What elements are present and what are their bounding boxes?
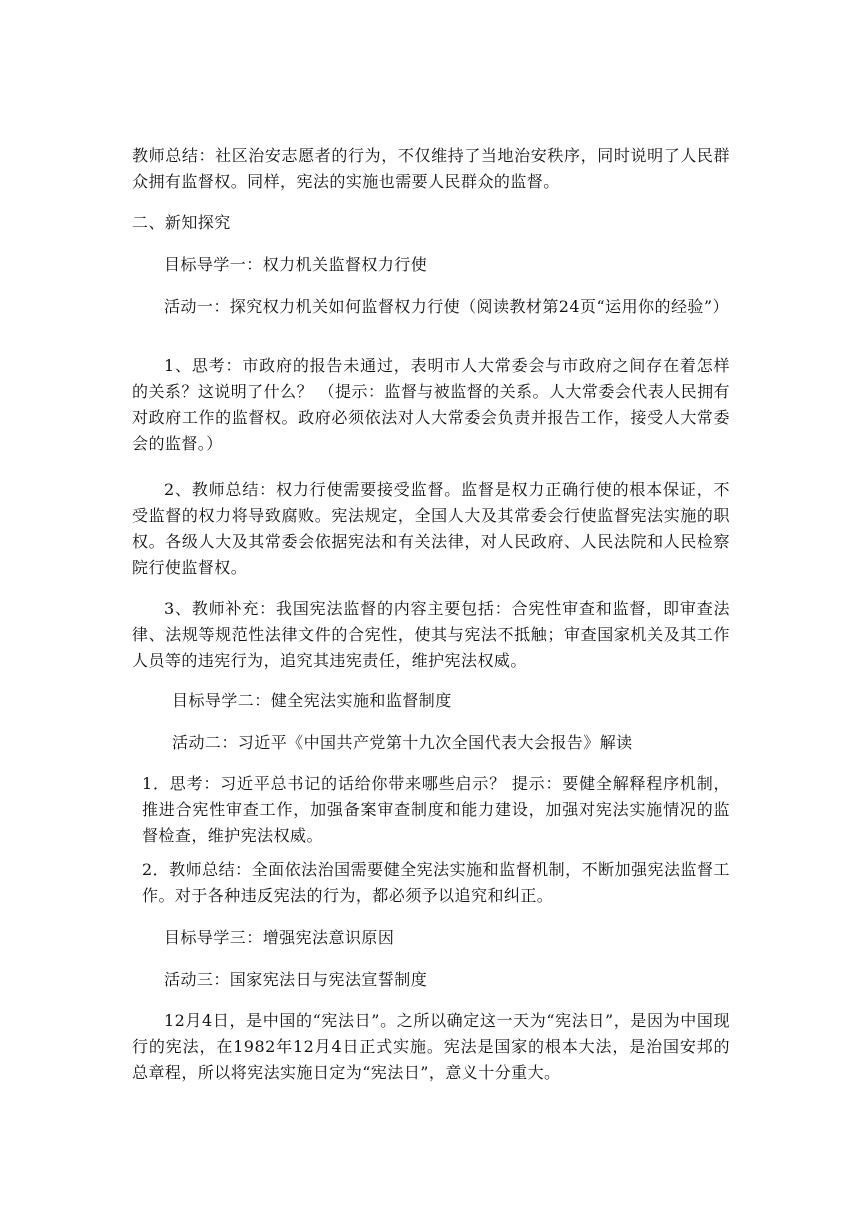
activity-3-paragraph: 活动三：国家宪法日与宪法宣誓制度 — [164, 970, 428, 989]
goal-heading-2: 目标导学二：健全宪法实施和监督制度 — [172, 691, 452, 710]
goal-heading-1: 目标导学一：权力机关监督权力行使 — [164, 255, 428, 274]
item-1-paragraph: 1、思考：市政府的报告未通过，表明市人大常委会与市政府之间存在着怎样的关系？这说明了什么？ （提示：监督与被监督的关系。人大常委会代表人民拥有对政府工作的监督权。政府必须依法对人大常委会负责并报告工作，接受人大常委会的监督。） — [132, 356, 730, 453]
activity-2-paragraph: 活动二：习近平《中国共产党第十九次全国代表大会报告》解读 — [172, 733, 633, 752]
goal-heading-3: 目标导学三：增强宪法意识原因 — [164, 928, 395, 947]
item-3-paragraph: 3、教师补充：我国宪法监督的内容主要包括：合宪性审查和监督，即审查法律、法规等规范性法律文件的合宪性，使其与宪法不抵触；审查国家机关及其工作人员等的违宪行为，追究其违宪责任，维护宪法权威。 — [132, 599, 730, 670]
section-heading-new-knowledge: 二、新知探究 — [132, 213, 231, 232]
list-item-2: 2．教师总结：全面依法治国需要健全宪法实施和监督机制，不断加强宪法监督工作。对于各种违反宪法的行为，都必须予以追究和纠正。 — [142, 860, 730, 905]
activity-1-paragraph: 活动一：探究权力机关如何监督权力行使（阅读教材第24页“运用你的经验”） — [164, 297, 729, 316]
list-item-1: 1．思考：习近平总书记的话给你带来哪些启示？ 提示：要健全解释程序机制，推进合宪性审查工作，加强备案审查制度和能力建设，加强对宪法实施情况的监督检查，维护宪法权威。 — [142, 774, 730, 845]
teacher-summary-paragraph: 教师总结：社区治安志愿者的行为，不仅维持了当地治安秩序，同时说明了人民群众拥有监督权。同样，宪法的实施也需要人民群众的监督。 — [132, 146, 730, 191]
constitution-day-paragraph: 12月4日，是中国的“宪法日”。之所以确定这一天为“宪法日”，是因为中国现行的宪法，在1982年12月4日正式实施。宪法是国家的根本大法，是治国安邦的总章程，所以将宪法实施日定为“宪法日”，意义十分重大。 — [132, 1011, 730, 1082]
item-2-paragraph: 2、教师总结：权力行使需要接受监督。监督是权力正确行使的根本保证，不受监督的权力将导致腐败。宪法规定，全国人大及其常委会行使监督宪法实施的职权。各级人大及其常委会依据宪法和有关法律，对人民政府、人民法院和人民检察院行使监督权。 — [132, 480, 730, 577]
